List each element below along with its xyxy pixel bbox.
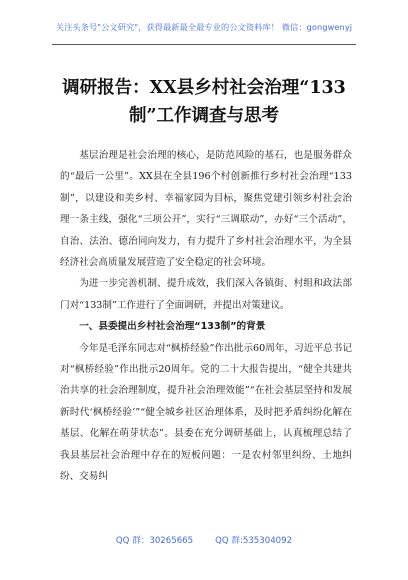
document-body [60, 145, 352, 488]
footer-qq-group-2: QQ 群:535304092 [215, 536, 293, 546]
paragraph-intro: 基层治理是社会治理的核心，是防范风险的基石，也是服务群众的“最后一公里”。XX县在全县196个村创新推行乡村社会治理“133制”，以建设和美乡村、幸福家园为目标，聚焦党建引领乡村社会治理一条主线，强化“三项公开”，实行“三调联动”，办好“三个活动”，自治、法治、德治同向发力，有力提升了乡村社会治理水平，为全县经济社会高质量发展营造了安全稳定的社会环境。 [60, 150, 352, 269]
section-heading-1: 一、县委提出乡村社会治理“133制”的背景 [79, 321, 266, 333]
title-line-2: 制”工作调查与思考 [128, 106, 280, 126]
footer-contact [0, 534, 408, 546]
paragraph-purpose: 为进一步完善机制、提升成效，我们深入各镇街、村组和政法部门对“133制”工作进行了全面调研，并提出对策建议。 [60, 278, 352, 311]
title-line-1: 调研报告：XX县乡村社会治理“133 [62, 78, 346, 98]
header-divider [52, 44, 356, 45]
paragraph-background: 今年是毛泽东同志对“枫桥经验”作出批示60周年，习近平总书记对“枫桥经验”作出批示20周年。党的二十大报告提出，“健全共建共治共享的社会治理制度，提升社会治理效能”“在社会基层坚持和发展新时代‘枫桥经验’”“健全城乡社区治理体系，及时把矛盾纠纷化解在基层、化解在萌芽状态”。县委在充分调研基础上，认真梳理总结了我县基层社会治理中存在的短板问题：一是农村邻里纠纷、土地纠纷、交易纠 [60, 342, 352, 483]
footer-qq-group-1: QQ 群：30265665 [115, 536, 194, 546]
header-banner: 关注头条号"公文研究"，获得最新最全最专业的公文资料库！ 微信：gongwenyj [55, 22, 353, 32]
document-title [40, 74, 368, 130]
